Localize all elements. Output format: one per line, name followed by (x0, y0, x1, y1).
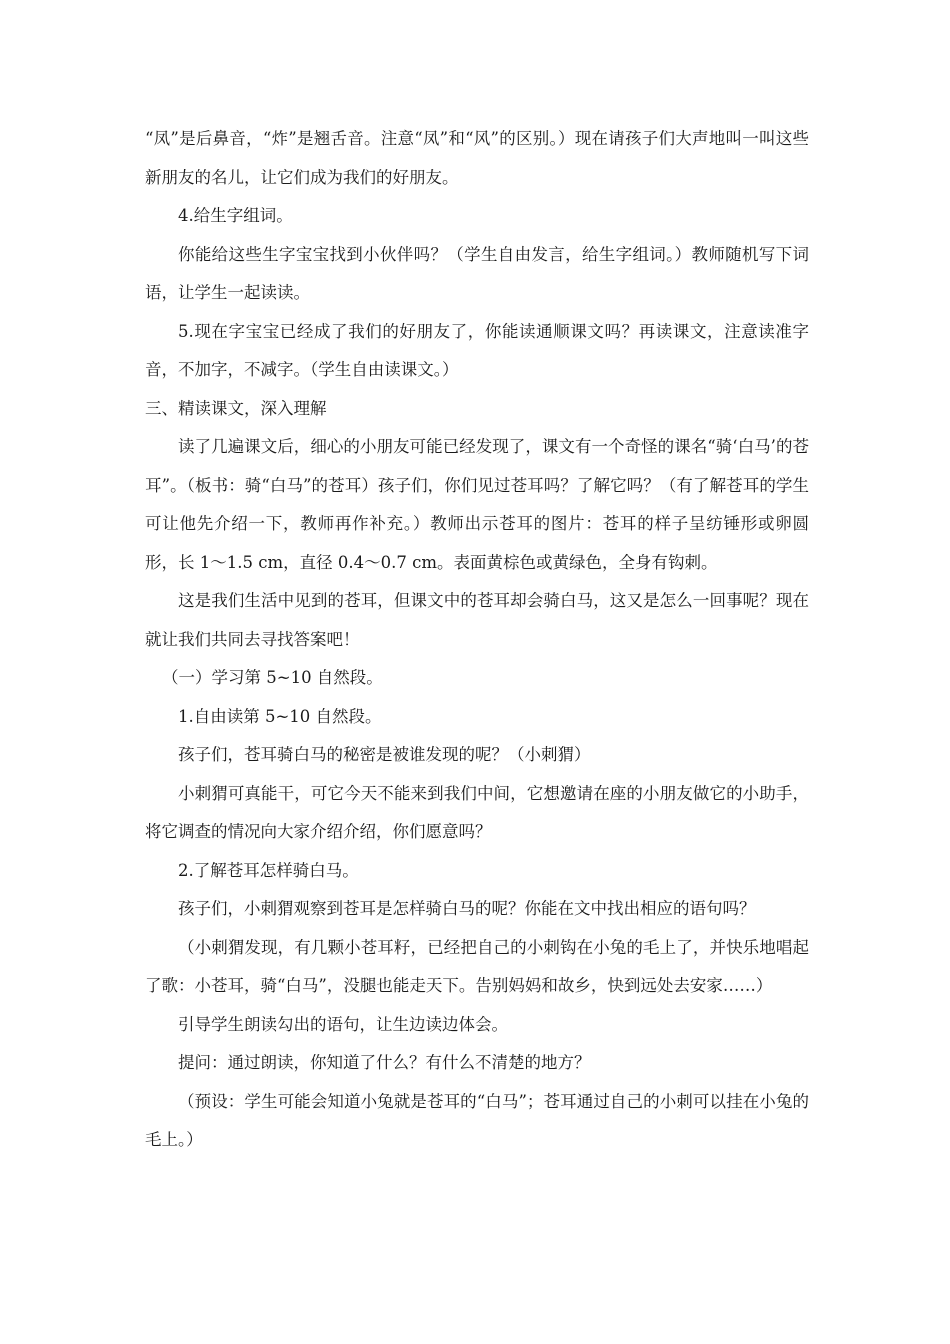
paragraph: 2.了解苍耳怎样骑白马。 (178, 860, 359, 880)
paragraph: 小刺猬可真能干，可它今天不能来到我们中间，它想邀请在座的小朋友做它的小助手，将它调查的情况向大家介绍介绍，你们愿意吗？ (145, 783, 809, 841)
paragraph: 孩子们，小刺猬观察到苍耳是怎样骑白马的呢？你能在文中找出相应的语句吗？ (178, 899, 756, 918)
paragraph: 5.现在字宝宝已经成了我们的好朋友了，你能读通顺课文吗？再读课文，注意读准字音，不加字，不减字。（学生自由读课文。） (145, 321, 809, 379)
paragraph: （预设：学生可能会知道小兔就是苍耳的“白马”；苍耳通过自己的小刺可以挂在小兔的毛上。） (145, 1091, 809, 1149)
paragraph: （小刺猬发现，有几颗小苍耳籽，已经把自己的小刺钩在小兔的毛上了，并快乐地唱起了歌：小苍耳，骑“白马”，没腿也能走天下。告别妈妈和故乡，快到远处去安家……） (145, 937, 809, 995)
subsection-heading: （一）学习第 5~10 自然段。 (162, 668, 383, 687)
paragraph: 你能给这些生字宝宝找到小伙伴吗？（学生自由发言，给生字组词。）教师随机写下词语，让学生一起读读。 (145, 244, 809, 302)
section-heading: 三、精读课文，深入理解 (145, 398, 327, 418)
paragraph: 提问：通过朗读，你知道了什么？有什么不清楚的地方？ (178, 1053, 591, 1072)
document-body (145, 120, 809, 1160)
paragraph: 1.自由读第 5~10 自然段。 (178, 706, 382, 726)
paragraph: “凤”是后鼻音，“炸”是翘舌音。注意“凤”和“风”的区别。）现在请孩子们大声地叫一叫这些新朋友的名儿，让它们成为我们的好朋友。 (145, 129, 809, 187)
paragraph: 4.给生字组词。 (178, 206, 293, 225)
paragraph: 孩子们，苍耳骑白马的秘密是被谁发现的呢？（小刺猬） (178, 745, 591, 764)
paragraph: 这是我们生活中见到的苍耳，但课文中的苍耳却会骑白马，这又是怎么一回事呢？现在就让我们共同去寻找答案吧！ (145, 591, 809, 649)
paragraph: 读了几遍课文后，细心的小朋友可能已经发现了，课文有一个奇怪的课名“骑‘白马’的苍耳”。（板书：骑“白马”的苍耳）孩子们，你们见过苍耳吗？了解它吗？（有了解苍耳的学生可让他先介绍一下，教师再作补充。）教师出示苍耳的图片：苍耳的样子呈纺锤形或卵圆形，长 1～1.5 cm，直径 0.4～0.7 cm。表面黄棕色或黄绿色，全身有钩刺。 (145, 437, 809, 572)
paragraph: 引导学生朗读勾出的语句，让生边读边体会。 (178, 1014, 508, 1034)
